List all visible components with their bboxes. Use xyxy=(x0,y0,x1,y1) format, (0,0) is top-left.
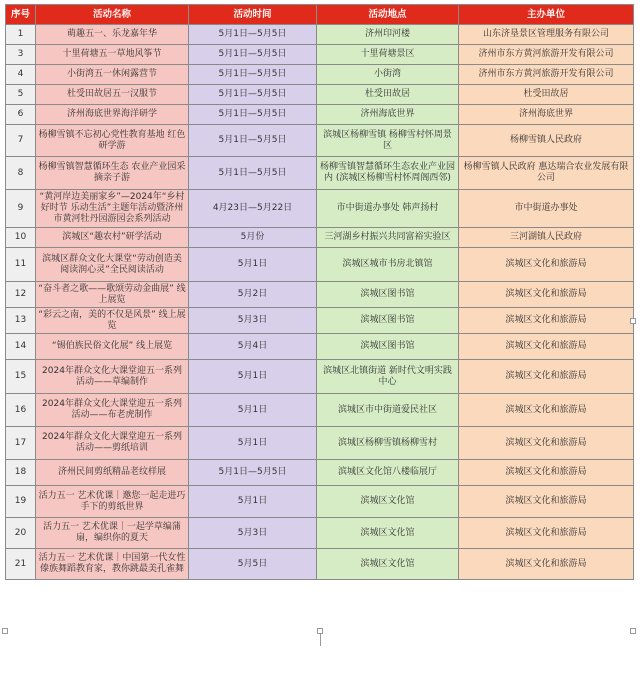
activity-name: 滨城区群众文化大课堂“劳动创造美 阅读润心灵”全民阅读活动 xyxy=(36,248,189,282)
activity-place: 济州海底世界 xyxy=(317,105,459,125)
table-row xyxy=(6,85,634,105)
organizer: 市中街道办事处 xyxy=(459,190,634,228)
row-number: 6 xyxy=(6,105,36,125)
table-row xyxy=(6,308,634,334)
activity-time: 5月1日—5月5日 xyxy=(189,105,317,125)
column-divider-line xyxy=(320,632,321,646)
resize-handle-left[interactable] xyxy=(2,628,8,634)
table-row xyxy=(6,157,634,190)
activity-name: 济州民间剪纸精品老纹样展 xyxy=(36,460,189,486)
table-header-row xyxy=(6,5,634,25)
activity-name: 滨城区“趣农村”研学活动 xyxy=(36,228,189,248)
activity-name: 2024年群众文化大课堂迎五一系列活动——草编制作 xyxy=(36,360,189,394)
row-number: 13 xyxy=(6,308,36,334)
activity-time: 5月3日 xyxy=(189,518,317,549)
activity-time: 5月1日—5月5日 xyxy=(189,125,317,157)
row-number: 21 xyxy=(6,549,36,580)
activity-table xyxy=(5,4,634,580)
activity-name: 济州海底世界海洋研学 xyxy=(36,105,189,125)
activity-place: 杜受田故居 xyxy=(317,85,459,105)
activity-place: 滨城区杨柳雪镇杨柳雪村 xyxy=(317,427,459,460)
activity-place: 滨城区图书馆 xyxy=(317,282,459,308)
activity-name: “彩云之南，美的不仅是风景” 线上展览 xyxy=(36,308,189,334)
activity-name: “奋斗者之歌——歌颂劳动金曲展” 线上展览 xyxy=(36,282,189,308)
resize-handle-right-top[interactable] xyxy=(630,318,636,324)
header-name: 活动名称 xyxy=(36,5,189,25)
table-row xyxy=(6,25,634,45)
organizer: 济州海底世界 xyxy=(459,105,634,125)
table-row xyxy=(6,105,634,125)
activity-name: 萌趣五一、乐龙嘉年华 xyxy=(36,25,189,45)
activity-time: 5月4日 xyxy=(189,334,317,360)
organizer: 杜受田故居 xyxy=(459,85,634,105)
organizer: 济州市东方黄河旅游开发有限公司 xyxy=(459,45,634,65)
row-number: 20 xyxy=(6,518,36,549)
activity-place: 十里荷塘景区 xyxy=(317,45,459,65)
activity-place: 济州印河楼 xyxy=(317,25,459,45)
activity-name: “黄河岸边美丽家乡”—2024年“乡村好时节 乐动生活”主题年活动暨济州市黄河牡丹园游园会系列活动 xyxy=(36,190,189,228)
activity-name: 活力五一 艺术优课｜一起学草编蒲扇，编织你的夏天 xyxy=(36,518,189,549)
row-number: 16 xyxy=(6,394,36,427)
table-row xyxy=(6,190,634,228)
row-number: 18 xyxy=(6,460,36,486)
row-number: 8 xyxy=(6,157,36,190)
activity-name: 十里荷塘五一草地风筝节 xyxy=(36,45,189,65)
activity-time: 5月1日—5月5日 xyxy=(189,45,317,65)
resize-handle-right[interactable] xyxy=(630,628,636,634)
table-row xyxy=(6,394,634,427)
organizer: 滨城区文化和旅游局 xyxy=(459,308,634,334)
organizer: 滨城区文化和旅游局 xyxy=(459,486,634,518)
header-time: 活动时间 xyxy=(189,5,317,25)
activity-time: 5月3日 xyxy=(189,308,317,334)
activity-place: 滨城区文化馆八楼临展厅 xyxy=(317,460,459,486)
table-row xyxy=(6,65,634,85)
row-number: 10 xyxy=(6,228,36,248)
activity-time: 5月1日 xyxy=(189,394,317,427)
table-row xyxy=(6,282,634,308)
table-row xyxy=(6,427,634,460)
row-number: 4 xyxy=(6,65,36,85)
row-number: 5 xyxy=(6,85,36,105)
activity-name: 2024年群众文化大课堂迎五一系列活动——布老虎制作 xyxy=(36,394,189,427)
activity-time: 5月1日 xyxy=(189,360,317,394)
activity-place: 三河湖乡村振兴共同富裕实验区 xyxy=(317,228,459,248)
table-body xyxy=(6,25,634,580)
row-number: 1 xyxy=(6,25,36,45)
activity-place: 滨城区市中街道爱民社区 xyxy=(317,394,459,427)
activity-time: 5月份 xyxy=(189,228,317,248)
activity-place: 滨城区图书馆 xyxy=(317,334,459,360)
header-org: 主办单位 xyxy=(459,5,634,25)
activity-place: 滨城区文化馆 xyxy=(317,549,459,580)
resize-handle-center[interactable] xyxy=(317,628,323,634)
organizer: 滨城区文化和旅游局 xyxy=(459,282,634,308)
activity-name: “锡伯族民俗文化展” 线上展览 xyxy=(36,334,189,360)
activity-time: 5月1日—5月5日 xyxy=(189,85,317,105)
row-number: 19 xyxy=(6,486,36,518)
organizer: 杨柳雪镇人民政府 xyxy=(459,125,634,157)
activity-name: 2024年群众文化大课堂迎五一系列活动——剪纸培训 xyxy=(36,427,189,460)
activity-name: 杨柳雪镇智慧循环生态 农业产业园采摘亲子游 xyxy=(36,157,189,190)
activity-place: 滨城区北镇街道 新时代文明实践中心 xyxy=(317,360,459,394)
activity-place: 滨城区文化馆 xyxy=(317,486,459,518)
activity-time: 5月2日 xyxy=(189,282,317,308)
activity-time: 5月1日—5月5日 xyxy=(189,65,317,85)
table-row xyxy=(6,248,634,282)
organizer: 滨城区文化和旅游局 xyxy=(459,334,634,360)
activity-time: 5月1日—5月5日 xyxy=(189,460,317,486)
activity-name: 杨柳雪镇不忘初心党性教育基地 红色研学游 xyxy=(36,125,189,157)
activity-place: 小街湾 xyxy=(317,65,459,85)
activity-time: 5月1日 xyxy=(189,427,317,460)
organizer: 三河湖镇人民政府 xyxy=(459,228,634,248)
row-number: 7 xyxy=(6,125,36,157)
activity-time: 5月5日 xyxy=(189,549,317,580)
organizer: 滨城区文化和旅游局 xyxy=(459,360,634,394)
activity-time: 5月1日 xyxy=(189,486,317,518)
table-row xyxy=(6,549,634,580)
row-number: 12 xyxy=(6,282,36,308)
activity-name: 杜受田故居五一汉服节 xyxy=(36,85,189,105)
row-number: 17 xyxy=(6,427,36,460)
table-row xyxy=(6,486,634,518)
activity-name: 活力五一 艺术优课｜邀您一起走进巧手下的剪纸世界 xyxy=(36,486,189,518)
activity-place: 市中街道办事处 韩声扬村 xyxy=(317,190,459,228)
activity-place: 滨城区城市书房北镇馆 xyxy=(317,248,459,282)
activity-place: 滨城区图书馆 xyxy=(317,308,459,334)
table-row xyxy=(6,460,634,486)
activity-place: 杨柳雪镇智慧循环生态农业产业园内 (滨城区杨柳雪村怀周阁西邻) xyxy=(317,157,459,190)
header-no: 序号 xyxy=(6,5,36,25)
activity-place: 滨城区文化馆 xyxy=(317,518,459,549)
header-place: 活动地点 xyxy=(317,5,459,25)
organizer: 滨城区文化和旅游局 xyxy=(459,460,634,486)
activity-name: 小街湾五一休闲露营节 xyxy=(36,65,189,85)
organizer: 杨柳雪镇人民政府 惠达瑞合农业发展有限公司 xyxy=(459,157,634,190)
row-number: 14 xyxy=(6,334,36,360)
organizer: 滨城区文化和旅游局 xyxy=(459,518,634,549)
activity-name: 活力五一 艺术优课｜中国第一代女性傣族舞蹈教育家，教你跳最美孔雀舞 xyxy=(36,549,189,580)
row-number: 9 xyxy=(6,190,36,228)
activity-time: 4月23日—5月22日 xyxy=(189,190,317,228)
organizer: 滨城区文化和旅游局 xyxy=(459,427,634,460)
organizer: 滨城区文化和旅游局 xyxy=(459,248,634,282)
organizer: 山东济垦景区管理服务有限公司 xyxy=(459,25,634,45)
row-number: 15 xyxy=(6,360,36,394)
activity-place: 滨城区杨柳雪镇 杨柳雪村怀周景区 xyxy=(317,125,459,157)
activity-time: 5月1日 xyxy=(189,248,317,282)
table-row xyxy=(6,125,634,157)
row-number: 11 xyxy=(6,248,36,282)
table-row xyxy=(6,518,634,549)
table-row xyxy=(6,360,634,394)
table-row xyxy=(6,228,634,248)
activity-time: 5月1日—5月5日 xyxy=(189,25,317,45)
activity-time: 5月1日—5月5日 xyxy=(189,157,317,190)
organizer: 滨城区文化和旅游局 xyxy=(459,549,634,580)
organizer: 济州市东方黄河旅游开发有限公司 xyxy=(459,65,634,85)
row-number: 3 xyxy=(6,45,36,65)
organizer: 滨城区文化和旅游局 xyxy=(459,394,634,427)
table-row xyxy=(6,45,634,65)
table-row xyxy=(6,334,634,360)
